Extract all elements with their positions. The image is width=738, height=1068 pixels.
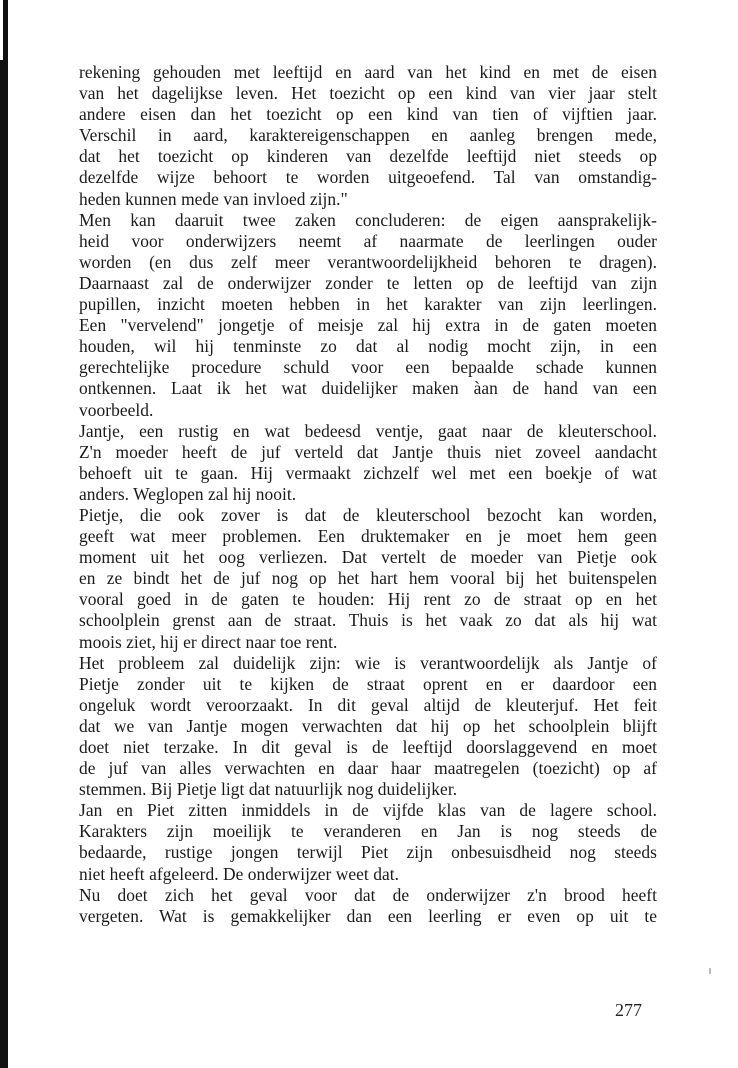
text-line: behoeft uit te gaan. Hij vermaakt zichzelf wel met een boekje of wat [79, 462, 657, 483]
text-line: dat we van Jantje mogen verwachten dat hij op het schoolplein blijft [79, 715, 657, 736]
text-line: schoolplein grenst aan de straat. Thuis is het vaak zo dat als hij wat [79, 610, 657, 631]
text-line: heid voor onderwijzers neemt af naarmate de leerlingen ouder [79, 230, 657, 251]
text-line: Pietje zonder uit te kijken de straat oprent en er daardoor een [79, 673, 657, 694]
text-line: doet niet terzake. In dit geval is de leeftijd doorslaggevend en moet [79, 737, 657, 757]
text-line: houden, wil hij tenminste zo dat al nodig mocht zijn, in een [79, 336, 657, 357]
text-line: Het probleem zal duidelijk zijn: wie is verantwoordelijk als Jantje of [79, 652, 657, 673]
text-line: geeft wat meer problemen. Een druktemaker en je moet hem geen [79, 526, 657, 547]
text-line: Jan en Piet zitten inmiddels in de vijfde klas van de lagere school. [79, 800, 657, 821]
text-line: Karakters zijn moeilijk te veranderen en Jan is nog steeds de [79, 821, 657, 842]
text-line: en ze bindt het de juf nog op het hart hem vooral bij het buitenspelen [79, 568, 657, 589]
text-line: anders. Weglopen zal hij nooit. [79, 483, 297, 504]
text-line: Een "vervelend" jongetje of meisje zal hij extra in de gaten moeten [79, 315, 657, 336]
text-line: van het dagelijkse leven. Het toezicht op een kind van vier jaar stelt [79, 83, 657, 104]
text-line: moment uit het oog verliezen. Dat vertelt de moeder van Pietje ook [79, 547, 657, 568]
text-line: de juf van alles verwachten en daar haar maatregelen (toezicht) op af [79, 758, 657, 779]
text-line: dat het toezicht op kinderen van dezelfde leeftijd niet steeds op [79, 146, 657, 167]
text-line: Nu doet zich het geval voor dat de onderwijzer z'n brood heeft [79, 884, 657, 905]
text-line: vooral goed in de gaten te houden: Hij rent zo de straat op en het [79, 589, 657, 610]
text-line: ontkennen. Laat ik het wat duidelijker maken àan de hand van een [79, 378, 657, 399]
text-line: andere eisen dan het toezicht op een kind van tien of vijftien jaar. [79, 104, 657, 125]
scan-speck [709, 968, 711, 974]
text-line: stemmen. Bij Pietje ligt dat natuurlijk nog duidelijker. [79, 779, 458, 800]
scan-edge-gap [0, 0, 3, 60]
text-line: vergeten. Wat is gemakkelijker dan een leerling er even op uit te [79, 905, 657, 926]
page-number: 277 [615, 1000, 642, 1020]
scan-binding-edge [0, 0, 8, 1068]
text-line: gerechtelijke procedure schuld voor een bepaalde schade kunnen [79, 357, 657, 378]
text-line: rekening gehouden met leeftijd en aard van het kind en met de eisen [79, 62, 657, 82]
text-line: Men kan daaruit twee zaken concluderen: de eigen aansprakelijk- [79, 209, 657, 230]
text-line: Pietje, die ook zover is dat de kleuterschool bezocht kan worden, [79, 504, 657, 525]
text-line: bedaarde, rustige jongen terwijl Piet zijn onbesuisdheid nog steeds [79, 842, 657, 863]
text-line: Jantje, een rustig en wat bedeesd ventje, gaat naar de kleuterschool. [79, 420, 657, 441]
text-line: moois ziet, hij er direct naar toe rent. [79, 631, 338, 652]
text-line: heden kunnen mede van invloed zijn." [79, 188, 348, 209]
text-line: ongeluk wordt veroorzaakt. In dit geval altijd de kleuterjuf. Het feit [79, 694, 657, 715]
text-line: worden (en dus zelf meer verantwoordelijkheid behoren te dragen). [79, 251, 657, 272]
text-line: Verschil in aard, karaktereigenschappen en aanleg brengen mede, [79, 125, 657, 146]
text-line: Daarnaast zal de onderwijzer zonder te letten op de leeftijd van zijn [79, 272, 657, 293]
text-line: Z'n moeder heeft de juf verteld dat Jantje thuis niet zoveel aandacht [79, 441, 657, 462]
body-text [79, 62, 657, 927]
text-line: voorbeeld. [79, 399, 154, 420]
text-line: pupillen, inzicht moeten hebben in het karakter van zijn leerlingen. [79, 294, 657, 315]
text-line: dezelfde wijze behoort te worden uitgeoefend. Tal van omstandig- [79, 167, 657, 188]
text-line: niet heeft afgeleerd. De onderwijzer weet dat. [79, 863, 399, 884]
